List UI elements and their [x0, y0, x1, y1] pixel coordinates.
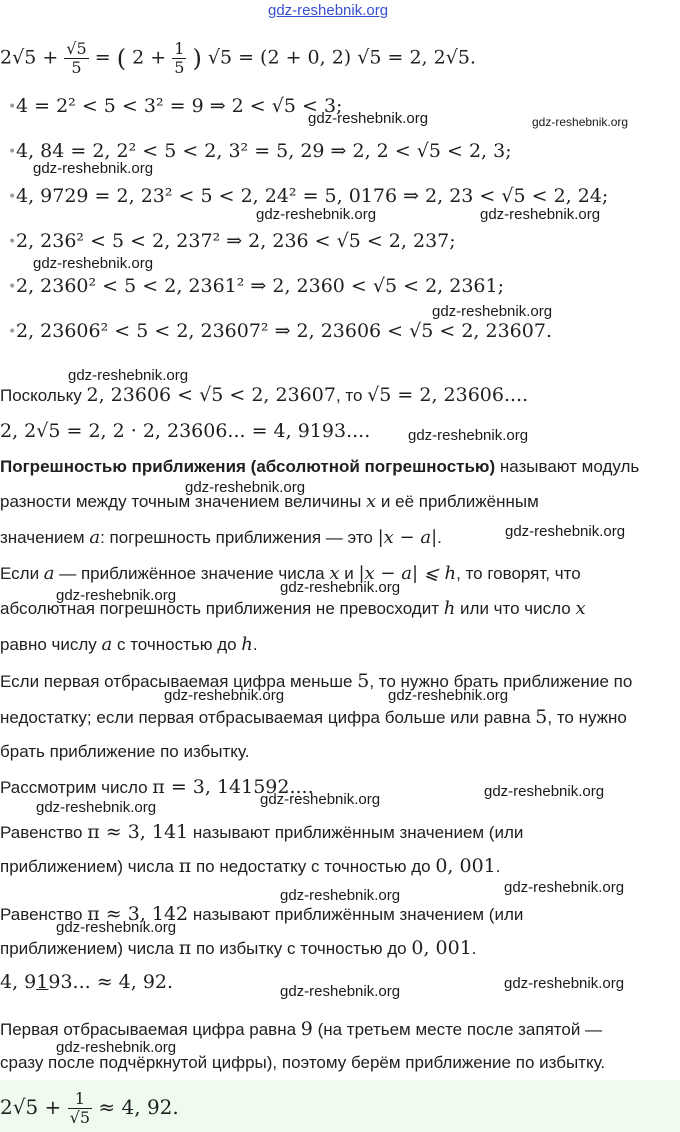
if-line-1: [0, 563, 581, 585]
text: равно числу: [0, 635, 102, 654]
eq-high-line-2: [0, 937, 477, 960]
watermark: gdz-reshebnik.org: [280, 887, 401, 904]
text: .: [437, 528, 442, 547]
text: .: [252, 635, 258, 654]
math: π: [178, 937, 192, 959]
var: a: [89, 527, 101, 548]
text: недостатку; если первая отбрасываемая цифра больше или равна: [0, 708, 536, 727]
explain-line-2: сразу после подчёркнутой цифры), поэтому берём приближение по избытку.: [0, 1053, 606, 1072]
bullet-item: • 2, 236² < 5 < 2, 237² ⇒ 2, 236 < √5 < 2, 237;: [0, 230, 456, 252]
bullet-item: • 4, 84 = 2, 2² < 5 < 2, 3² = 5, 29 ⇒ 2, 2 < √5 < 2, 3;: [0, 140, 512, 162]
paren-close: ): [192, 44, 202, 73]
formula-part: =: [94, 46, 117, 69]
rule-line-2: [0, 706, 627, 729]
text: разности между точным значением величины: [0, 492, 367, 511]
text: приближением) числа: [0, 939, 179, 958]
text: Если первая отбрасываемая цифра меньше: [0, 672, 358, 691]
math: π ≈ 3, 141: [87, 821, 189, 843]
if-line-3: [0, 634, 258, 656]
rule-line-3: брать приближение по избытку.: [0, 742, 250, 761]
text: приближением) числа: [0, 857, 179, 876]
definition-line-3: [0, 527, 442, 549]
var: x: [329, 563, 340, 584]
text: Равенство: [0, 823, 88, 842]
watermark: gdz-reshebnik.org: [33, 255, 154, 272]
watermark: gdz-reshebnik.org: [280, 983, 401, 1000]
if-line-2: [0, 598, 586, 620]
formula-top: [0, 40, 476, 77]
rule-line-1: [0, 670, 632, 693]
var: h: [241, 634, 253, 655]
watermark-top-link[interactable]: gdz-reshebnik.org: [268, 2, 389, 19]
fraction-numerator: √5: [66, 39, 87, 58]
watermark: gdz-reshebnik.org: [33, 160, 154, 177]
math: 5: [535, 706, 548, 728]
watermark: gdz-reshebnik.org: [164, 687, 285, 704]
var: x: [575, 598, 586, 619]
fraction-denominator: √5: [69, 1108, 91, 1127]
watermark: gdz-reshebnik.org: [36, 799, 157, 816]
fraction: [172, 40, 186, 77]
math: |x − a|: [377, 527, 438, 548]
text: или что число: [455, 599, 576, 618]
text: .: [495, 857, 501, 876]
bullet-item: • 4, 9729 = 2, 23² < 5 < 2, 24² = 5, 0176 ⇒ 2, 23 < √5 < 2, 24;: [0, 185, 608, 207]
fraction-numerator: 1: [68, 1090, 92, 1109]
var: h: [443, 598, 456, 619]
calc-line: 2, 2√5 = 2, 2 · 2, 23606... = 4, 9193....: [0, 420, 371, 442]
watermark: gdz-reshebnik.org: [484, 783, 605, 800]
text: , то: [335, 386, 368, 405]
explain-line-1: [0, 1018, 602, 1041]
math: 5: [357, 670, 370, 692]
math: 2, 23606 < √5 < 2, 23607: [86, 384, 336, 406]
var: a: [101, 634, 113, 655]
text: , то нужно брать приближение по: [369, 672, 633, 691]
watermark: gdz-reshebnik.org: [68, 367, 189, 384]
fraction-denominator: 5: [174, 58, 185, 77]
text: и: [339, 564, 359, 583]
answer-line: [0, 1090, 179, 1127]
formula-part: 2√5 +: [0, 46, 65, 69]
fraction: [64, 40, 88, 77]
watermark: gdz-reshebnik.org: [504, 879, 625, 896]
watermark: gdz-reshebnik.org: [56, 1039, 177, 1056]
math: 4, 9: [0, 971, 37, 993]
math: √5 = 2, 23606....: [367, 384, 529, 406]
text: по избытку с точностью до: [191, 939, 412, 958]
text: : погрешность приближения — это: [100, 528, 378, 547]
watermark: gdz-reshebnik.org: [432, 303, 553, 320]
underlined-digit: 1: [36, 971, 49, 993]
math: 93... ≈ 4, 92.: [48, 971, 174, 993]
var: x: [366, 491, 377, 512]
text: значением: [0, 528, 90, 547]
text: Рассмотрим число: [0, 778, 153, 797]
var: a: [43, 563, 55, 584]
text: по недостатку с точностью до: [191, 857, 436, 876]
text: называют модуль: [495, 457, 640, 476]
watermark: gdz-reshebnik.org: [280, 579, 401, 596]
text: Равенство: [0, 905, 88, 924]
watermark: gdz-reshebnik.org: [185, 479, 306, 496]
text: Первая отбрасываемая цифра равна: [0, 1020, 301, 1039]
definition-line-2: [0, 491, 539, 513]
eq-low-line-2: [0, 855, 500, 878]
math: 9: [300, 1018, 313, 1040]
math: π = 3, 141592....: [152, 776, 314, 798]
watermark: gdz-reshebnik.org: [260, 791, 381, 808]
paren-open: (: [116, 44, 127, 73]
math: π: [178, 855, 192, 877]
math: ≈ 4, 92.: [98, 1095, 179, 1119]
math: |x − a| ⩽ h: [358, 563, 457, 584]
math: 0, 001: [435, 855, 496, 877]
text: абсолютная погрешность приближения не превосходит: [0, 599, 444, 618]
text: называют приближённым значением (или: [188, 905, 524, 924]
math: π ≈ 3, 142: [87, 903, 189, 925]
bullet-item: • 2, 23606² < 5 < 2, 23607² ⇒ 2, 23606 < √5 < 2, 23607.: [0, 320, 552, 342]
text: называют приближённым значением (или: [188, 823, 524, 842]
watermark: gdz-reshebnik.org: [56, 587, 177, 604]
fraction: [68, 1090, 92, 1127]
math: 2√5 +: [0, 1095, 68, 1119]
watermark: gdz-reshebnik.org: [504, 975, 625, 992]
rounding-line: [0, 971, 173, 993]
text: с точностью до: [112, 635, 242, 654]
watermark: gdz-reshebnik.org: [388, 687, 509, 704]
text: (на третьем месте после запятой —: [312, 1020, 603, 1039]
fraction-numerator: 1: [174, 39, 185, 58]
consider-line: [0, 776, 314, 799]
math: 0, 001: [411, 937, 472, 959]
bullet-item: • 2, 2360² < 5 < 2, 2361² ⇒ 2, 2360 < √5 < 2, 2361;: [0, 275, 504, 297]
definition-line-1: [0, 456, 639, 478]
watermark: gdz-reshebnik.org: [505, 523, 626, 540]
watermark: gdz-reshebnik.org: [308, 110, 429, 127]
formula-part: √5 = (2 + 0, 2) √5 = 2, 2√5.: [207, 46, 476, 69]
watermark: gdz-reshebnik.org: [56, 919, 177, 936]
watermark: gdz-reshebnik.org: [408, 427, 529, 444]
text: и её приближённым: [376, 492, 539, 511]
text: — приближённое значение числа: [54, 564, 330, 583]
eq-high-line-1: [0, 903, 523, 926]
since-line: [0, 384, 528, 407]
bullet-item: • 4 = 2² < 5 < 3² = 9 ⇒ 2 < √5 < 3;: [0, 95, 342, 117]
watermark: gdz-reshebnik.org: [532, 115, 629, 129]
eq-low-line-1: [0, 821, 523, 844]
text: Поскольку: [0, 386, 87, 405]
text: , то нужно: [547, 708, 627, 727]
definition-term: Погрешностью приближения (абсолютной погрешностью): [0, 457, 496, 476]
text: , то говорят, что: [456, 564, 581, 583]
fraction-denominator: 5: [71, 58, 82, 77]
text: Если: [0, 564, 44, 583]
text: .: [471, 939, 477, 958]
watermark: gdz-reshebnik.org: [480, 206, 601, 223]
formula-part: 2 +: [132, 46, 173, 69]
watermark: gdz-reshebnik.org: [256, 206, 377, 223]
